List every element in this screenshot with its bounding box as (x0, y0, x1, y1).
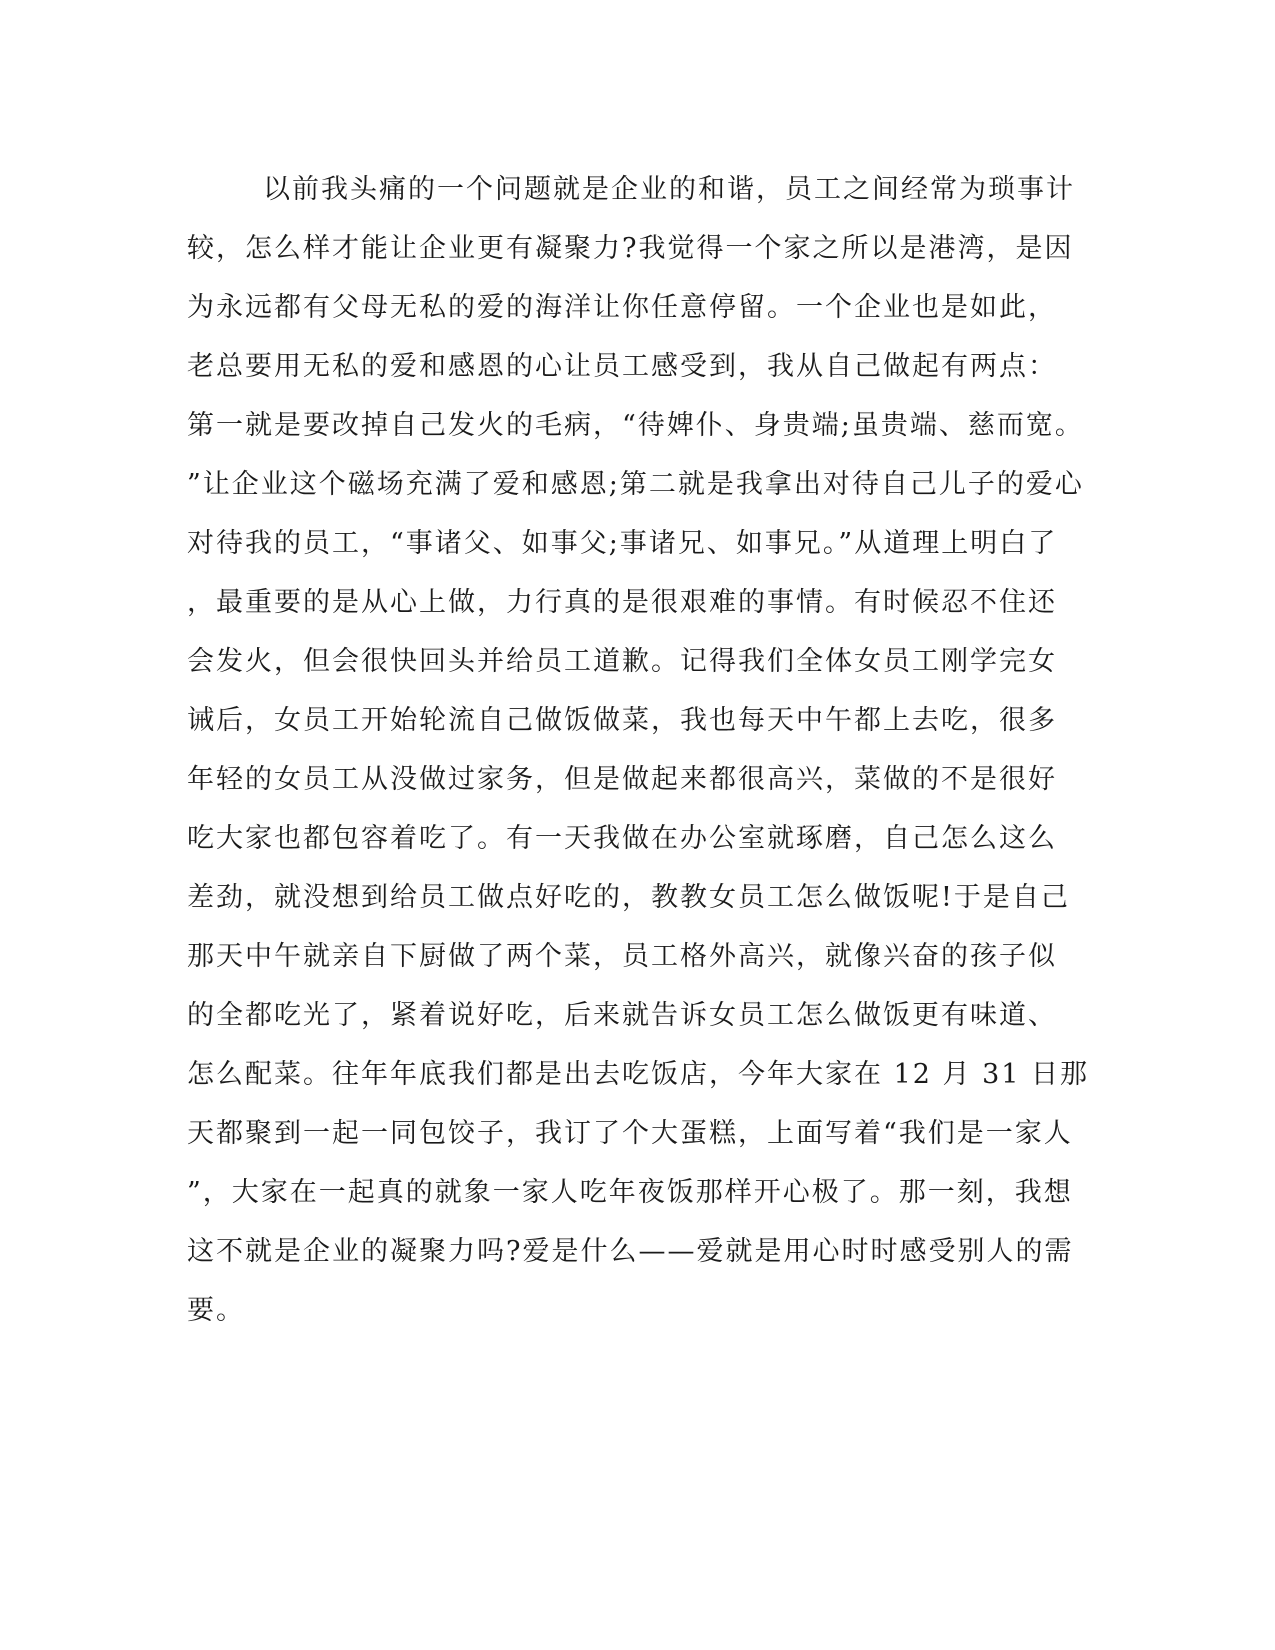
paragraph-line: 这不就是企业的凝聚力吗?爱是什么——爱就是用心时时感受别人的需 (187, 1236, 1074, 1267)
paragraph-line: 吃大家也都包容着吃了。有一天我做在办公室就琢磨，自己怎么这么 (187, 823, 1057, 854)
paragraph-line: 差劲，就没想到给员工做点好吃的，教教女员工怎么做饭呢!于是自己 (187, 882, 1070, 913)
paragraph-line: 天都聚到一起一同包饺子，我订了个大蛋糕，上面写着“我们是一家人 (187, 1118, 1073, 1149)
paragraph-line: 第一就是要改掉自己发火的毛病，“待婢仆、身贵端;虽贵端、慈而宽。 (187, 410, 1084, 441)
paragraph-line: 诫后，女员工开始轮流自己做饭做菜，我也每天中午都上去吃，很多 (187, 705, 1057, 736)
paragraph-line: 对待我的员工，“事诸父、如事父;事诸兄、如事兄。”从道理上明白了 (187, 528, 1058, 559)
paragraph-line: 会发火，但会很快回头并给员工道歉。记得我们全体女员工刚学完女 (187, 646, 1057, 677)
paragraph (187, 160, 1090, 1340)
paragraph-line: 较，怎么样才能让企业更有凝聚力?我觉得一个家之所以是港湾，是因 (187, 233, 1074, 264)
paragraph-line: 那天中午就亲自下厨做了两个菜，员工格外高兴，就像兴奋的孩子似 (187, 941, 1057, 972)
paragraph-line: ，最重要的是从心上做，力行真的是很艰难的事情。有时候忍不住还 (187, 587, 1057, 618)
paragraph-line: ”让企业这个磁场充满了爱和感恩;第二就是我拿出对待自己儿子的爱心 (187, 469, 1084, 500)
paragraph-line: 的全都吃光了，紧着说好吃，后来就告诉女员工怎么做饭更有味道、 (187, 1000, 1057, 1031)
paragraph-line: 年轻的女员工从没做过家务，但是做起来都很高兴，菜做的不是很好 (187, 764, 1057, 795)
paragraph-line: 怎么配菜。往年年底我们都是出去吃饭店，今年大家在 12 月 31 日那 (187, 1059, 1090, 1090)
paragraph-line: 要。 (187, 1295, 245, 1326)
paragraph-line: ”，大家在一起真的就象一家人吃年夜饭那样开心极了。那一刻，我想 (187, 1177, 1073, 1208)
paragraph-line: 老总要用无私的爱和感恩的心让员工感受到，我从自己做起有两点： (187, 351, 1057, 382)
paragraph-line: 为永远都有父母无私的爱的海洋让你任意停留。一个企业也是如此， (187, 292, 1057, 323)
paragraph-line: 以前我头痛的一个问题就是企业的和谐，员工之间经常为琐事计 (263, 174, 1075, 205)
